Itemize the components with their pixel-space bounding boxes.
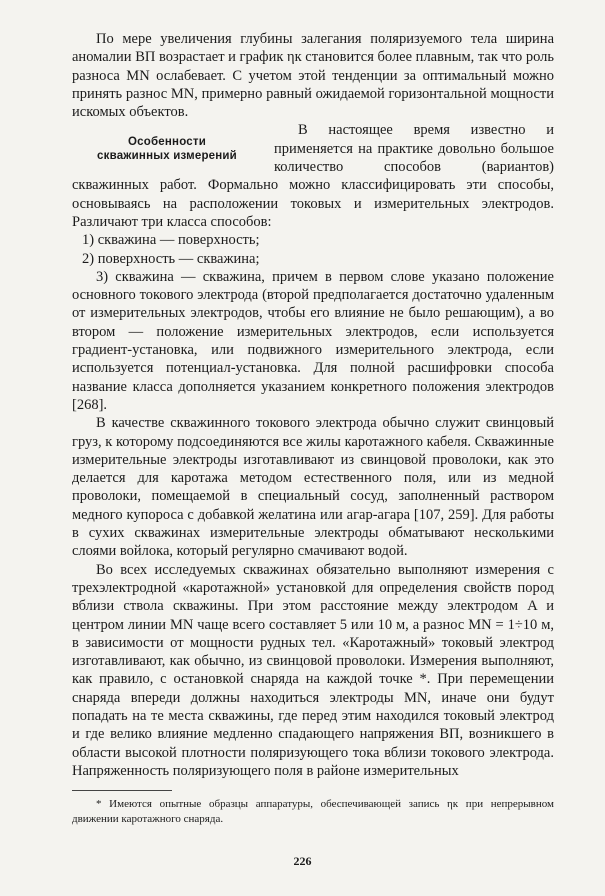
paragraph-4: В качестве скважинного токового электрода обычно служит свинцовый груз, к которому подсоединяются все жилы каротажного кабеля. Скважинные измерительные электроды изготавливают из свинцовой проволоки, как это делается для каротажа методом естественного поля, или из медной проволоки, помещаемой в специальный сосуд, заполненный раствором медного купороса с добавкой желатина или агар-агара [107, 259]. Для работы в сухих скважинах измерительные электроды обматывают несколькими слоями войлока, который регулярно смачивают водой. — [72, 415, 554, 560]
footnote-divider — [72, 790, 172, 791]
page-body — [72, 30, 554, 826]
paragraph-3: 3) скважина — скважина, причем в первом слове указано положение основного токового электрода (второй предполагается достаточно удаленным от измерительных электродов, чтобы его влияние не было решающим), а во втором — положение измерительных электродов, если используется градиент-установка, или подвижного измерительного электрода, если используется потенциал-установка. Для полной расшифровки способа название класса дополняется указанием конкретного положения электродов [268]. — [72, 268, 554, 413]
page-number: 226 — [293, 854, 312, 868]
footnote: * Имеются опытные образцы аппаратуры, обеспечивающей запись ηк при непрерывном движении каротажного снаряда. — [72, 798, 554, 825]
section-heading — [72, 135, 262, 163]
list-item-2: 2) поверхность — скважина; — [82, 250, 260, 267]
section-heading-line2: скважинных измерений — [97, 150, 237, 163]
paragraph-5: Во всех исследуемых скважинах обязательно выполняют измерения с трехэлектродной «каротажной» установкой для определения свойств пород вблизи ствола скважины. При этом расстояние между электродом A и центром линии MN чаще всего составляет 5 или 10 м, а разнос MN = 1÷10 м, в зависимости от мощности рудных тел. «Каротажный» токовый электрод изготавливают, как обычно, из свинцовой проволоки. Измерения выполняют, как правило, с остановкой снаряда на каждой точке *. При перемещении снаряда впереди должны находиться электроды MN, иначе они будут попадать на те места скважины, где перед этим находился токовый электрод и где велико влияние медленно спадающего напряжения ВП, возникшего в области высокой плотности поляризующего тока вблизи токового электрода. Напряженность поляризующего поля в районе измерительных — [72, 561, 554, 779]
paragraph-2: В настоящее время известно и применяется на практике довольно большое количество способов (вариантов) скважинных работ. Формально можно классифицировать эти способы, основываясь на расположении токовых и измерительных электродов. Различают три класса способов: — [72, 122, 554, 230]
section-heading-line1: Особенности — [128, 136, 206, 149]
paragraph-1: По мере увеличения глубины залегания поляризуемого тела ширина аномалии ВП возрастает и график ηк становится более плавным, так что роль разноса MN ослабевает. С учетом этой тенденции за оптимальный можно принять разнос MN, примерно равный ожидаемой горизонтальной мощности искомых объектов. — [72, 31, 554, 121]
list-item-1: 1) скважина — поверхность; — [82, 232, 260, 249]
section-block — [72, 121, 554, 231]
